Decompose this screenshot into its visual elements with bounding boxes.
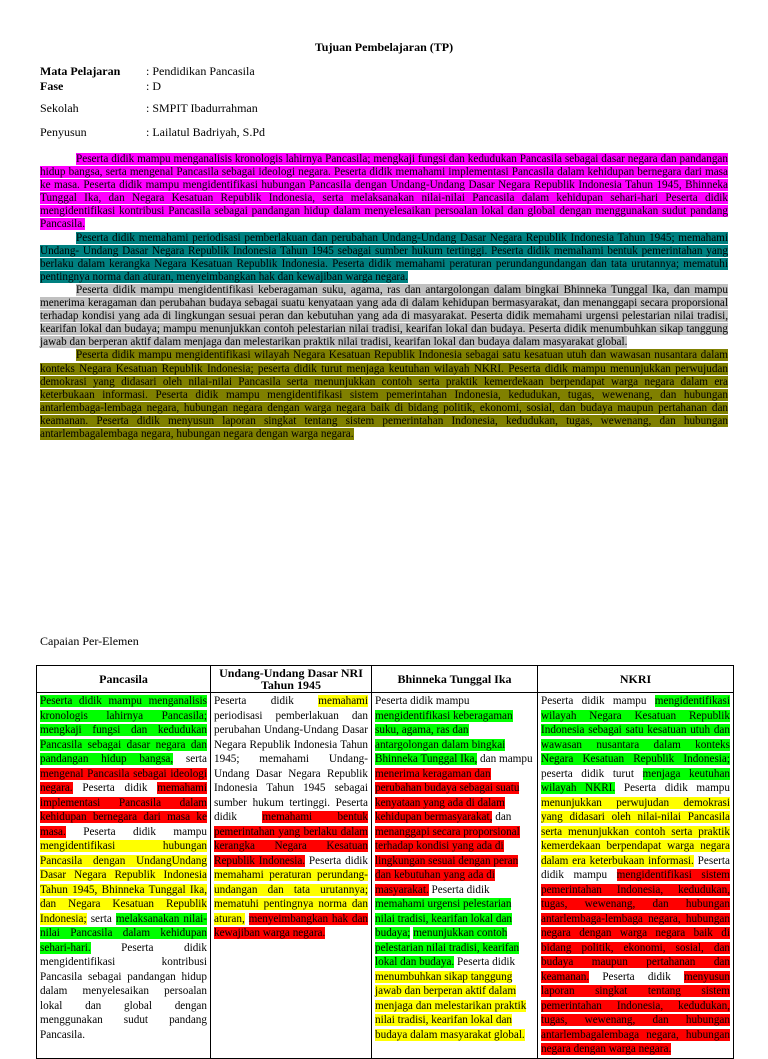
meta-value: : SMPIT Ibadurrahman (146, 101, 258, 115)
capaian-label: Capaian Per-Elemen (40, 634, 139, 648)
highlighted-text: mengenal Pancasila sebagai ideologi negara. (40, 767, 207, 794)
page-title: Tujuan Pembelajaran (TP) (314, 40, 454, 54)
cell-text: serta (86, 912, 116, 925)
meta-label: Fase (40, 79, 64, 93)
cell-text: Peserta didik mampu (541, 695, 655, 707)
header-uud: Undang-Undang Dasar NRI Tahun 1945 (211, 666, 372, 693)
cell-text: Peserta didik (589, 970, 684, 983)
highlighted-text: melaksanakan nilai-nilai Pancasila dalam kehidupan sehari-hari. (40, 912, 207, 954)
highlighted-text: Peserta didik mampu menganalisis kronologis lahirnya Pancasila; mengkaji fungsi dan kedudukan Pancasila sebagai dasar negara dan pandangan hidup bangsa, (40, 695, 207, 765)
meta-value: : Lailatul Badriyah, S.Pd (146, 125, 265, 139)
highlighted-text: menjaga keutuhan wilayah NKRI. (541, 767, 731, 794)
objective-paragraph (40, 153, 728, 232)
meta-row-phase (40, 79, 161, 94)
meta-row-author (40, 125, 265, 140)
highlighted-text: mengidentifikasi sistem pemerintahan Indonesia, kedudukan, tugas, wewenang, dan hubungan antarlembaga-lembaga negara, hubungan negara dengan warga negara baik di bidang politik, ekonomi, sosial, dan budaya maupun pertahanan dan keamanan. (541, 869, 731, 983)
objective-paragraph (40, 349, 728, 441)
meta-value: : D (146, 79, 161, 93)
highlighted-text: mengidentifikasi hubungan Pancasila dengan UndangUndang Dasar Negara Republik Indonesia Tahun 1945, Bhinneka Tunggal Ika, dan Negara Kesatuan Republik Indonesia; (40, 840, 207, 925)
highlighted-text: menumbuhkan sikap tanggung jawab dan berperan aktif dalam menjaga dan melestarikan praktik nilai tradisi, kearifan lokal dan budaya dalam masyarakat global. (375, 970, 527, 1041)
header-bhinneka: Bhinneka Tunggal Ika (372, 666, 538, 693)
objective-text-pancasila: Peserta didik mampu menganalisis kronologis lahirnya Pancasila; mengkaji fungsi dan kedudukan Pancasila sebagai dasar negara dan pandangan hidup bangsa, serta mengenal Pancasila sebagai ideologi negara. Peserta didik memahami implementasi Pancasila dalam kehidupan bernegara dari masa ke masa. Peserta didik mampu mengidentifikasi hubungan Pancasila dengan Undang-Undang Dasar Negara Republik Indonesia Tahun 1945, Bhinneka Tunggal Ika, dan Negara Kesatuan Republik Indonesia, serta melaksanakan nilai-nilai Pancasila dalam kehidupan sehari-hari Peserta didik mengidentifikasi kontribusi Pancasila sebagai pandangan hidup dalam menyelesaikan persoalan lokal dan global dengan menggunakan sudut pandang Pancasila. (40, 153, 728, 231)
meta-label: Sekolah (40, 101, 79, 115)
meta-label: Penyusun (40, 125, 87, 139)
table-row (37, 693, 734, 1059)
highlighted-text: memahami urgensi pelestarian nilai tradisi, kearifan lokal dan budaya; (375, 898, 512, 939)
cell-text: serta (173, 753, 207, 765)
highlighted-text: menanggapi secara proporsional terhadap kondisi yang ada di lingkungan sesuai dengan peran dan kebutuhan yang ada di masyarakat. (375, 825, 520, 896)
cell-bhinneka (372, 693, 538, 1059)
meta-row-school (40, 101, 258, 116)
cell-text: Peserta didik mampu (375, 695, 470, 707)
cell-text: Peserta didik (305, 854, 368, 867)
cell-pancasila (37, 693, 211, 1059)
cell-text: dan (492, 811, 512, 823)
highlighted-text: memahami (318, 695, 368, 707)
objective-paragraph (40, 232, 728, 284)
highlighted-text: memahami peraturan perundang-undangan dan tata urutannya; mematuhi pentingnya norma dan aturan, (214, 869, 368, 925)
learning-objectives (40, 153, 728, 441)
cell-text: Peserta didik (214, 695, 319, 707)
highlighted-text: menunjukkan perwujudan demokrasi yang didasari oleh nilai-nilai Pancasila serta menunjukkan contoh serta praktik kemerdekaan berpendapat warga negara dalam era keterbukaan informasi. (541, 796, 730, 867)
objective-text-uud: Peserta didik memahami periodisasi pemberlakuan dan perubahan Undang-Undang Dasar Negara Republik Indonesia Tahun 1945; memahami Undang- Undang Dasar Negara Republik Indonesia Tahun 1945 sebagai sumber hukum tertinggi. Peserta didik memahami bentuk pemerintahan yang berlaku dalam kerangka Negara Kesatuan Republik Indonesia. Peserta didik memahami peraturan perundangundangan dan tata urutannya; mematuhi pentingnya norma dan aturan, menyeimbangkan hak dan kewajiban warga negara. (40, 231, 728, 283)
highlighted-text: menyusun laporan singkat tentang sistem pemerintahan Indonesia, kedudukan, tugas, wewenang, dan hubungan antarlembagalembaga negara, hubungan negara dengan warga negara. (541, 970, 730, 1055)
objective-text-nkri: Peserta didik mampu mengidentifikasi wilayah Negara Kesatuan Republik Indonesia sebagai satu kesatuan utuh dan wawasan nusantara dalam konteks Negara Kesatuan Republik Indonesia; peserta didik turut menjaga keutuhan wilayah NKRI. Peserta didik mampu menunjukkan perwujudan demokrasi yang didasari oleh nilai-nilai Pancasila serta menunjukkan contoh serta praktik kemerdekaan berpendapat warga negara dalam era keterbukaan informasi. Peserta didik mampu mengidentifikasi sistem pemerintahan Indonesia, kedudukan, tugas, wewenang, dan hubungan antarlembaga-lembaga negara, hubungan negara dengan warga negara baik di bidang politik, ekonomi, sosial, dan budaya maupun pertahanan dan keamanan. Peserta didik menyusun laporan singkat tentang sistem pemerintahan Indonesia, kedudukan, tugas, wewenang, dan hubungan antarlembagalembaga negara, hubungan negara dengan warga negara. (40, 349, 728, 440)
header-nkri: NKRI (538, 666, 734, 693)
meta-label: Mata Pelajaran (40, 64, 121, 78)
highlighted-text: mengidentifikasi wilayah Negara Kesatuan Republik Indonesia sebagai satu kesatuan utuh dan wawasan nusantara dalam konteks Negara Kesatuan Republik Indonesia; (541, 695, 730, 765)
cell-text: Peserta didik (428, 883, 490, 896)
cell-text: Peserta didik mampu (65, 825, 207, 838)
cell-text: Peserta didik mengidentifikasi kontribusi Pancasila sebagai pandangan hidup dalam menyelesaikan persoalan lokal dan global dengan menggunakan sudut pandang Pancasila. (40, 941, 207, 1041)
cell-nkri (538, 693, 734, 1059)
capaian-table (36, 665, 734, 1059)
cell-text: periodisasi pemberlakuan dan perubahan Undang-Undang Dasar Negara Republik Indonesia Tahun 1945; memahami Undang-Undang Dasar Negara Republik Indonesia Tahun 1945 sebagai sumber hukum tertinggi. Peserta didik (214, 709, 368, 823)
cell-text: Peserta didik mampu (615, 782, 730, 794)
highlighted-text: memahami bentuk pemerintahan yang berlaku dalam kerangka Negara Kesatuan Republik Indonesia. (214, 811, 368, 867)
cell-text: Peserta didik mampu (541, 854, 730, 881)
highlighted-text: menunjukkan contoh pelestarian nilai tradisi, kearifan lokal dan budaya. (375, 927, 520, 968)
highlighted-text: menyeimbangkan hak dan kewajiban warga negara. (214, 912, 369, 939)
meta-row-subject (40, 64, 255, 79)
cell-text: dan mampu (477, 753, 533, 765)
cell-text: Peserta didik (454, 956, 516, 968)
cell-text (245, 913, 249, 925)
highlighted-text: memahami implementasi Pancasila dalam kehidupan bernegara dari masa ke masa. (40, 782, 207, 838)
objective-text-bhinneka: Peserta didik mampu mengidentifikasi keberagaman suku, agama, ras dan antargolongan dalam bingkai Bhinneka Tunggal Ika, dan mampu menerima keragaman dan perubahan budaya sebagai suatu kenyataan yang ada di dalam kehidupan bermasyarakat, dan menanggapi secara proporsional terhadap kondisi yang ada di lingkungan sesuai peran dan kebutuhan yang ada di masyarakat. Peserta didik memahami urgensi pelestarian nilai tradisi, kearifan lokal dan budaya; mampu menunjukkan contoh pelestarian nilai tradisi, kearifan lokal dan budaya. Peserta didik menumbuhkan sikap tanggung jawab dan berperan aktif dalam menjaga dan melestarikan praktik nilai tradisi, kearifan lokal dan budaya dalam masyarakat global. (40, 283, 728, 349)
cell-text: Peserta didik (72, 782, 158, 794)
objective-paragraph (40, 284, 728, 349)
cell-text: peserta didik turut (541, 767, 643, 780)
table-header-row (37, 666, 734, 693)
highlighted-text: mengidentifikasi keberagaman suku, agama, ras dan antargolongan dalam bingkai Bhinneka Tunggal Ika, (375, 709, 513, 765)
highlighted-text: menerima keragaman dan perubahan budaya sebagai suatu kenyataan yang ada di dalam kehidupan bermasyarakat, (375, 767, 520, 823)
header-pancasila: Pancasila (37, 666, 211, 693)
cell-uud (211, 693, 372, 1059)
meta-value: : Pendidikan Pancasila (146, 64, 255, 78)
